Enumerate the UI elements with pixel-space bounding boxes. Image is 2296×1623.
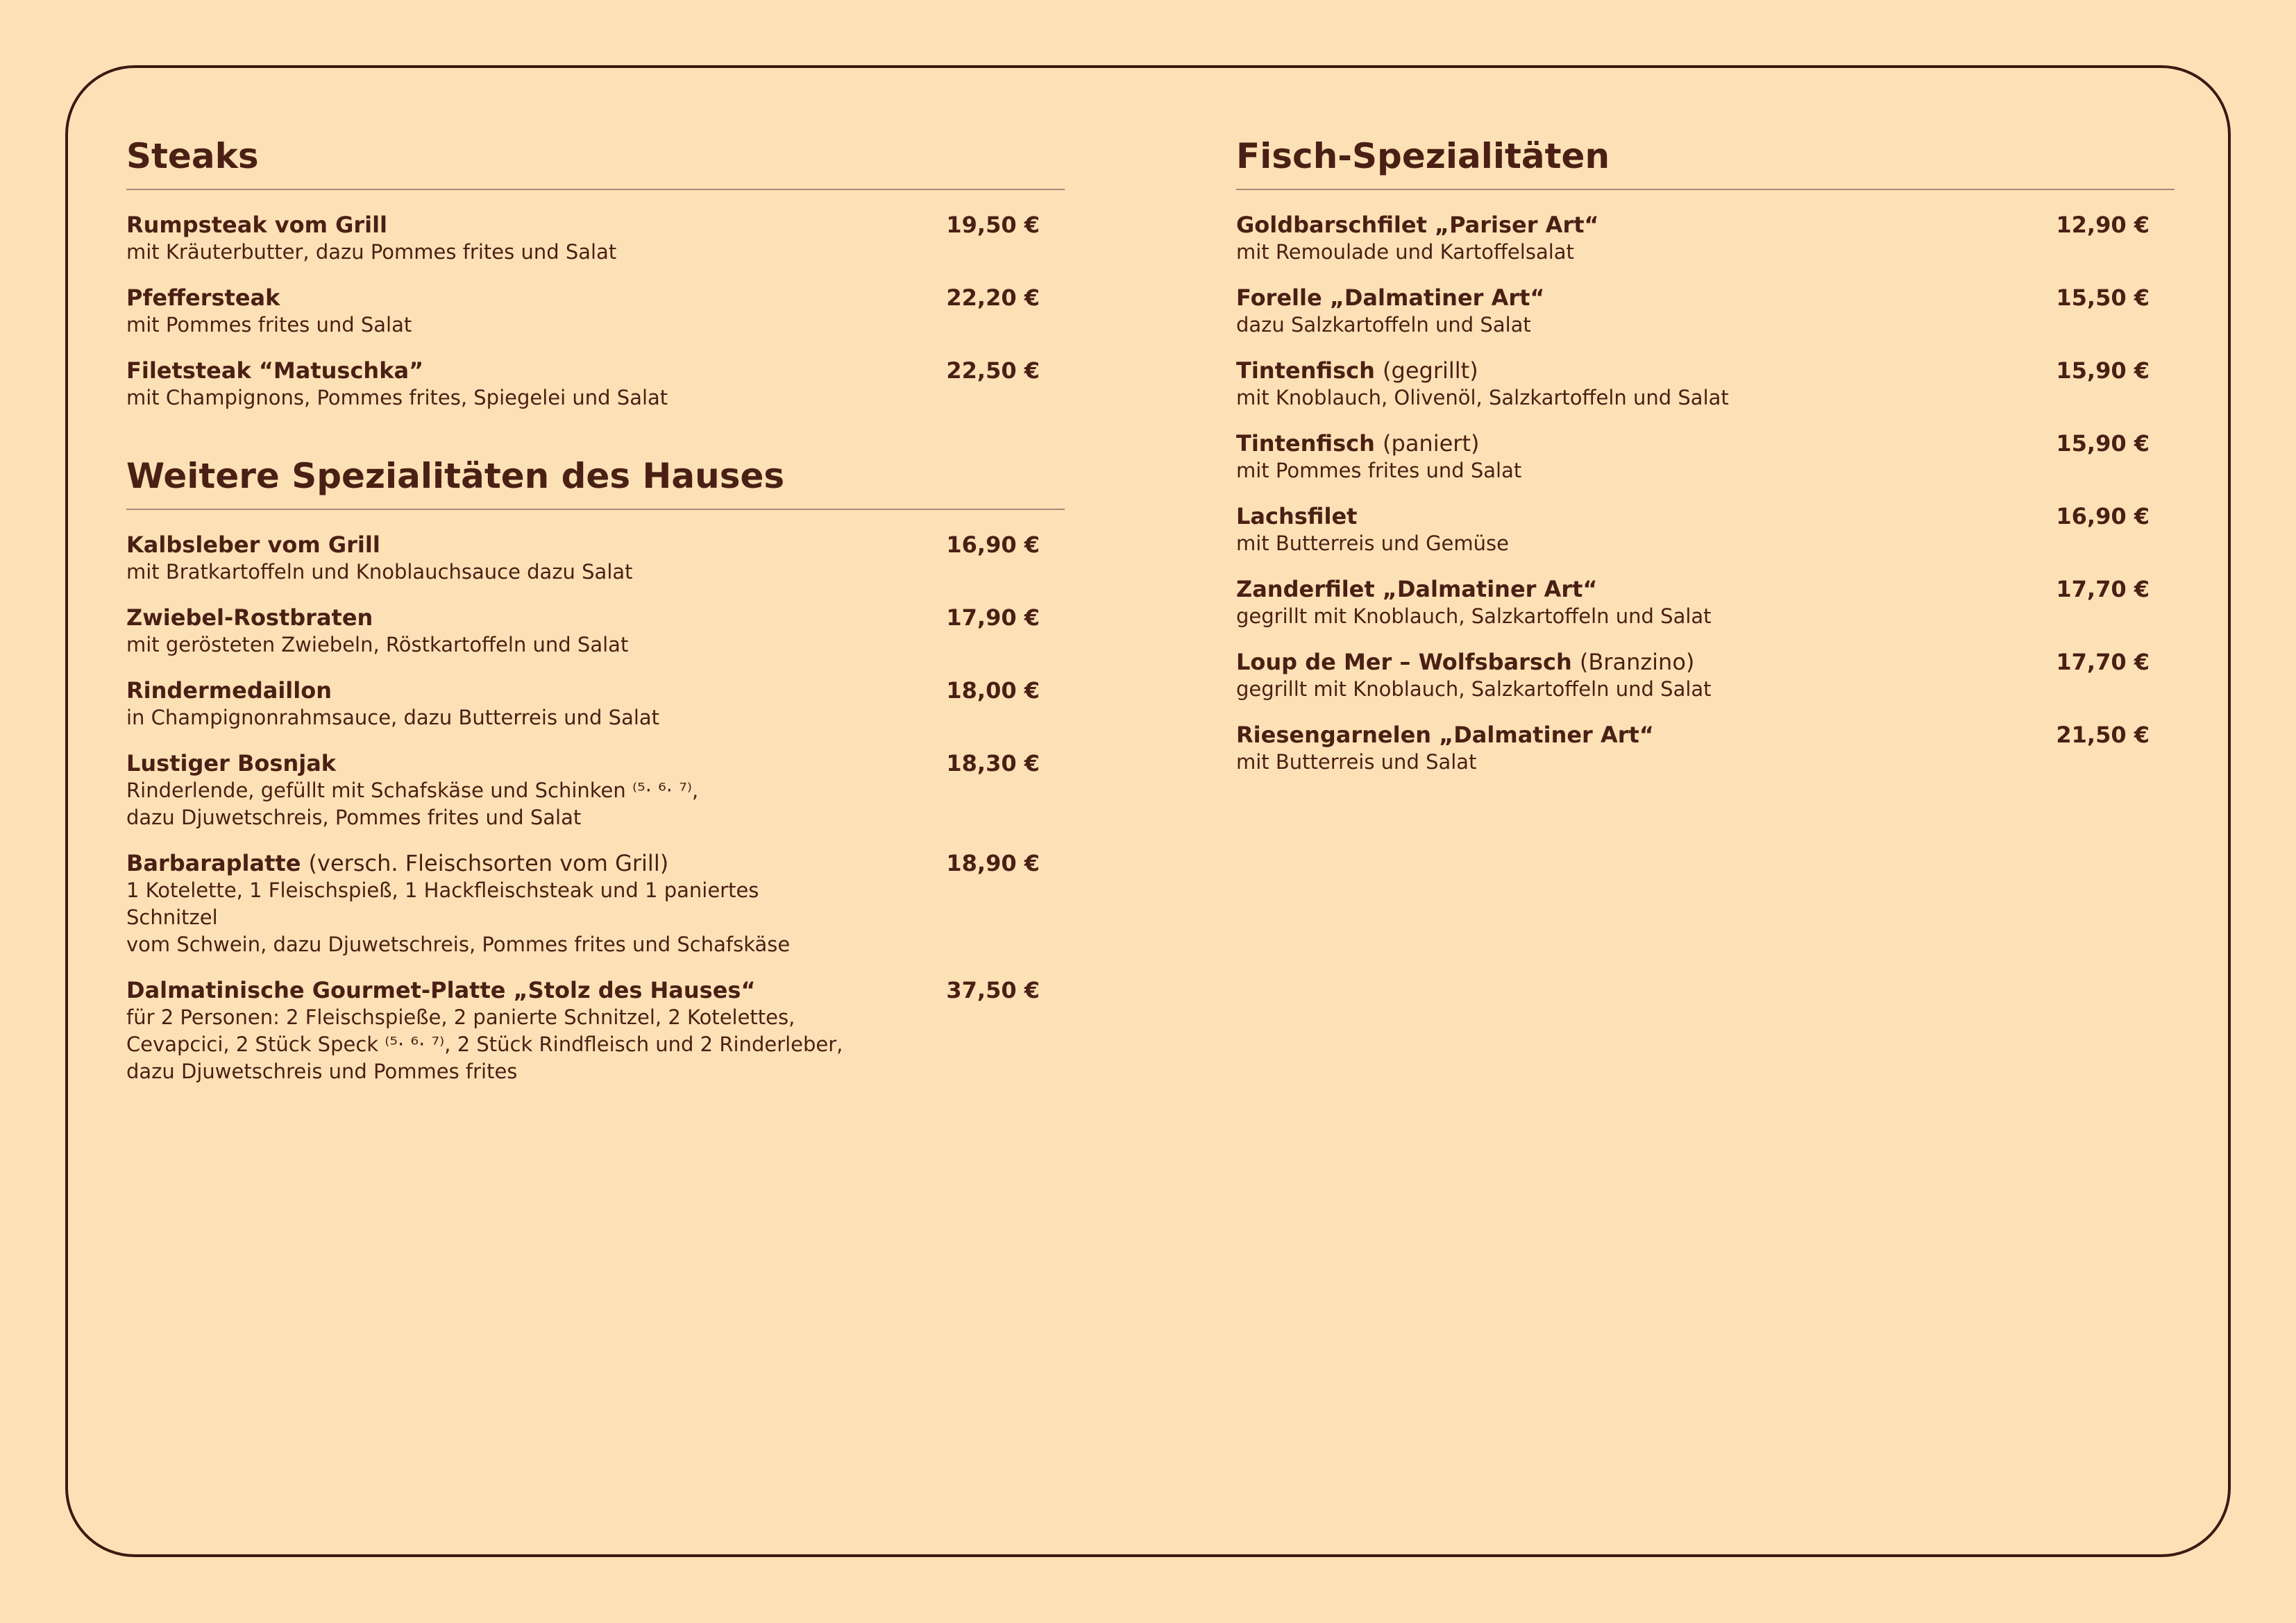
menu-item: [126, 604, 1065, 658]
menu-item: [1236, 357, 2175, 411]
menu-item-name: Tintenfisch: [1236, 430, 1375, 457]
menu-items: [126, 510, 1065, 1085]
menu-item-description: mit Bratkartoffeln und Knoblauchsauce dazu Salat: [126, 560, 633, 584]
menu-item-description: mit Butterreis und Gemüse: [1236, 532, 1509, 555]
menu-item-name-line: [126, 976, 1065, 1004]
menu-item-note: (versch. Fleischsorten vom Grill): [308, 850, 669, 876]
menu-item-name: Filetsteak “Matuschka”: [126, 357, 424, 384]
menu-item-description: mit Remoulade und Kartoffelsalat: [1236, 240, 1574, 264]
menu-item-name-line: [126, 531, 1065, 559]
menu-item: [1236, 502, 2175, 557]
menu-item-price: 22,50 €: [946, 357, 1040, 384]
menu-item-price: 15,90 €: [2056, 357, 2150, 384]
menu-item-price: 16,90 €: [2056, 503, 2150, 529]
menu-column-right: [1236, 132, 2175, 794]
menu-item-name-line: [1236, 284, 2175, 312]
menu-item-price: 37,50 €: [946, 977, 1040, 1003]
menu-item-name-line: [126, 284, 1065, 312]
menu-item-note: (Branzino): [1579, 649, 1695, 675]
menu-item-price: 17,90 €: [946, 604, 1040, 631]
menu-item-price: 18,00 €: [946, 677, 1040, 704]
menu-item-name: Tintenfisch: [1236, 357, 1375, 384]
menu-item-price: 17,70 €: [2056, 576, 2150, 602]
menu-item: [126, 284, 1065, 339]
menu-item: [126, 849, 1065, 958]
menu-item-description: mit Butterreis und Salat: [1236, 750, 1477, 774]
menu-item-name-line: [1236, 575, 2175, 603]
menu-item-name-line: [1236, 721, 2175, 749]
menu-item: [126, 531, 1065, 586]
menu-item: [1236, 284, 2175, 339]
menu-items: [126, 190, 1065, 411]
menu-item-name: Lachsfilet: [1236, 503, 1358, 529]
menu-item-name: Loup de Mer – Wolfsbarsch: [1236, 649, 1572, 675]
menu-item-price: 12,90 €: [2056, 212, 2150, 238]
section-steaks: [126, 132, 1065, 411]
menu-item-description: mit Pommes frites und Salat: [1236, 459, 1522, 482]
menu-item: [1236, 648, 2175, 703]
menu-item-name: Riesengarnelen „Dalmatiner Art“: [1236, 722, 1654, 748]
menu-item-description: in Champignonrahmsauce, dazu Butterreis und Salat: [126, 706, 660, 729]
menu-item-name-line: [126, 749, 1065, 777]
menu-item: [126, 211, 1065, 266]
menu-item-price: 15,50 €: [2056, 284, 2150, 311]
menu-item-name: Zwiebel-Rostbraten: [126, 604, 373, 631]
menu-item-price: 15,90 €: [2056, 430, 2150, 457]
menu-item-description: mit gerösteten Zwiebeln, Röstkartoffeln und Salat: [126, 633, 629, 656]
menu-item-name: Dalmatinische Gourmet-Platte „Stolz des Hauses“: [126, 977, 756, 1003]
menu-item-name: Kalbsleber vom Grill: [126, 532, 380, 558]
section-title: Fisch-Spezialitäten: [1236, 132, 2175, 190]
menu-item-description: mit Kräuterbutter, dazu Pommes frites und Salat: [126, 240, 617, 264]
menu-item-note: (paniert): [1383, 430, 1480, 457]
menu-item-name-line: [126, 357, 1065, 384]
menu-item: [126, 357, 1065, 411]
menu-item-description: Rinderlende, gefüllt mit Schafskäse und Schinken ⁽⁵· ⁶· ⁷⁾, dazu Djuwetschreis, Pommes frites und Salat: [126, 779, 699, 829]
menu-item: [126, 677, 1065, 731]
menu-item-description: dazu Salzkartoffeln und Salat: [1236, 313, 1531, 337]
menu-item-name-line: [126, 211, 1065, 239]
menu-item-price: 21,50 €: [2056, 722, 2150, 748]
menu-item-name-line: [126, 849, 1065, 877]
menu-item-price: 17,70 €: [2056, 649, 2150, 675]
menu-item-description: 1 Kotelette, 1 Fleischspieß, 1 Hackfleischsteak und 1 paniertes Schnitzel vom Schwein, dazu Djuwetschreis, Pommes frites und Schafskäse: [126, 878, 791, 956]
menu-item: [126, 976, 1065, 1085]
menu-item-name: Goldbarschfilet „Pariser Art“: [1236, 212, 1599, 238]
section-fisch-spezialitaeten: [1236, 132, 2175, 776]
menu-item-name-line: [1236, 211, 2175, 239]
menu-items: [1236, 190, 2175, 776]
menu-column-left: [126, 132, 1065, 1103]
menu-item-name: Rumpsteak vom Grill: [126, 212, 388, 238]
menu-item-description: gegrillt mit Knoblauch, Salzkartoffeln und Salat: [1236, 604, 1712, 628]
menu-item: [1236, 721, 2175, 776]
menu-item-name-line: [1236, 648, 2175, 676]
menu-item-name-line: [126, 604, 1065, 631]
menu-item-price: 18,90 €: [946, 850, 1040, 876]
menu-item-name-line: [1236, 430, 2175, 457]
menu-item-name-line: [1236, 357, 2175, 384]
menu-item-name: Rindermedaillon: [126, 677, 332, 704]
menu-item: [126, 749, 1065, 831]
menu-item-name-line: [126, 677, 1065, 704]
section-weitere-spezialitaeten: [126, 452, 1065, 1085]
menu-item-description: für 2 Personen: 2 Fleischspieße, 2 panierte Schnitzel, 2 Kotelettes, Cevapcici, 2 Stück Speck ⁽⁵· ⁶· ⁷⁾, 2 Stück Rindfleisch und 2 Rinderleber, dazu Djuwetschreis und Pommes frites: [126, 1005, 843, 1083]
menu-item: [1236, 575, 2175, 630]
section-title: Weitere Spezialitäten des Hauses: [126, 452, 1065, 510]
menu-item-price: 19,50 €: [946, 212, 1040, 238]
menu-item-price: 18,30 €: [946, 750, 1040, 776]
section-title: Steaks: [126, 132, 1065, 190]
menu-item-description: mit Pommes frites und Salat: [126, 313, 412, 337]
menu-item-description: mit Knoblauch, Olivenöl, Salzkartoffeln und Salat: [1236, 386, 1729, 409]
menu-item-name: Zanderfilet „Dalmatiner Art“: [1236, 576, 1598, 602]
menu-item-name: Forelle „Dalmatiner Art“: [1236, 284, 1545, 311]
menu-item: [1236, 430, 2175, 484]
menu-item-name: Barbaraplatte: [126, 850, 301, 876]
menu-item-name: Pfeffersteak: [126, 284, 280, 311]
menu-item: [1236, 211, 2175, 266]
menu-item-name: Lustiger Bosnjak: [126, 750, 337, 776]
menu-item-price: 16,90 €: [946, 532, 1040, 558]
menu-item-price: 22,20 €: [946, 284, 1040, 311]
menu-item-name-line: [1236, 502, 2175, 530]
menu-item-description: mit Champignons, Pommes frites, Spiegelei und Salat: [126, 386, 668, 409]
menu-item-note: (gegrillt): [1383, 357, 1478, 384]
menu-item-description: gegrillt mit Knoblauch, Salzkartoffeln und Salat: [1236, 677, 1712, 701]
